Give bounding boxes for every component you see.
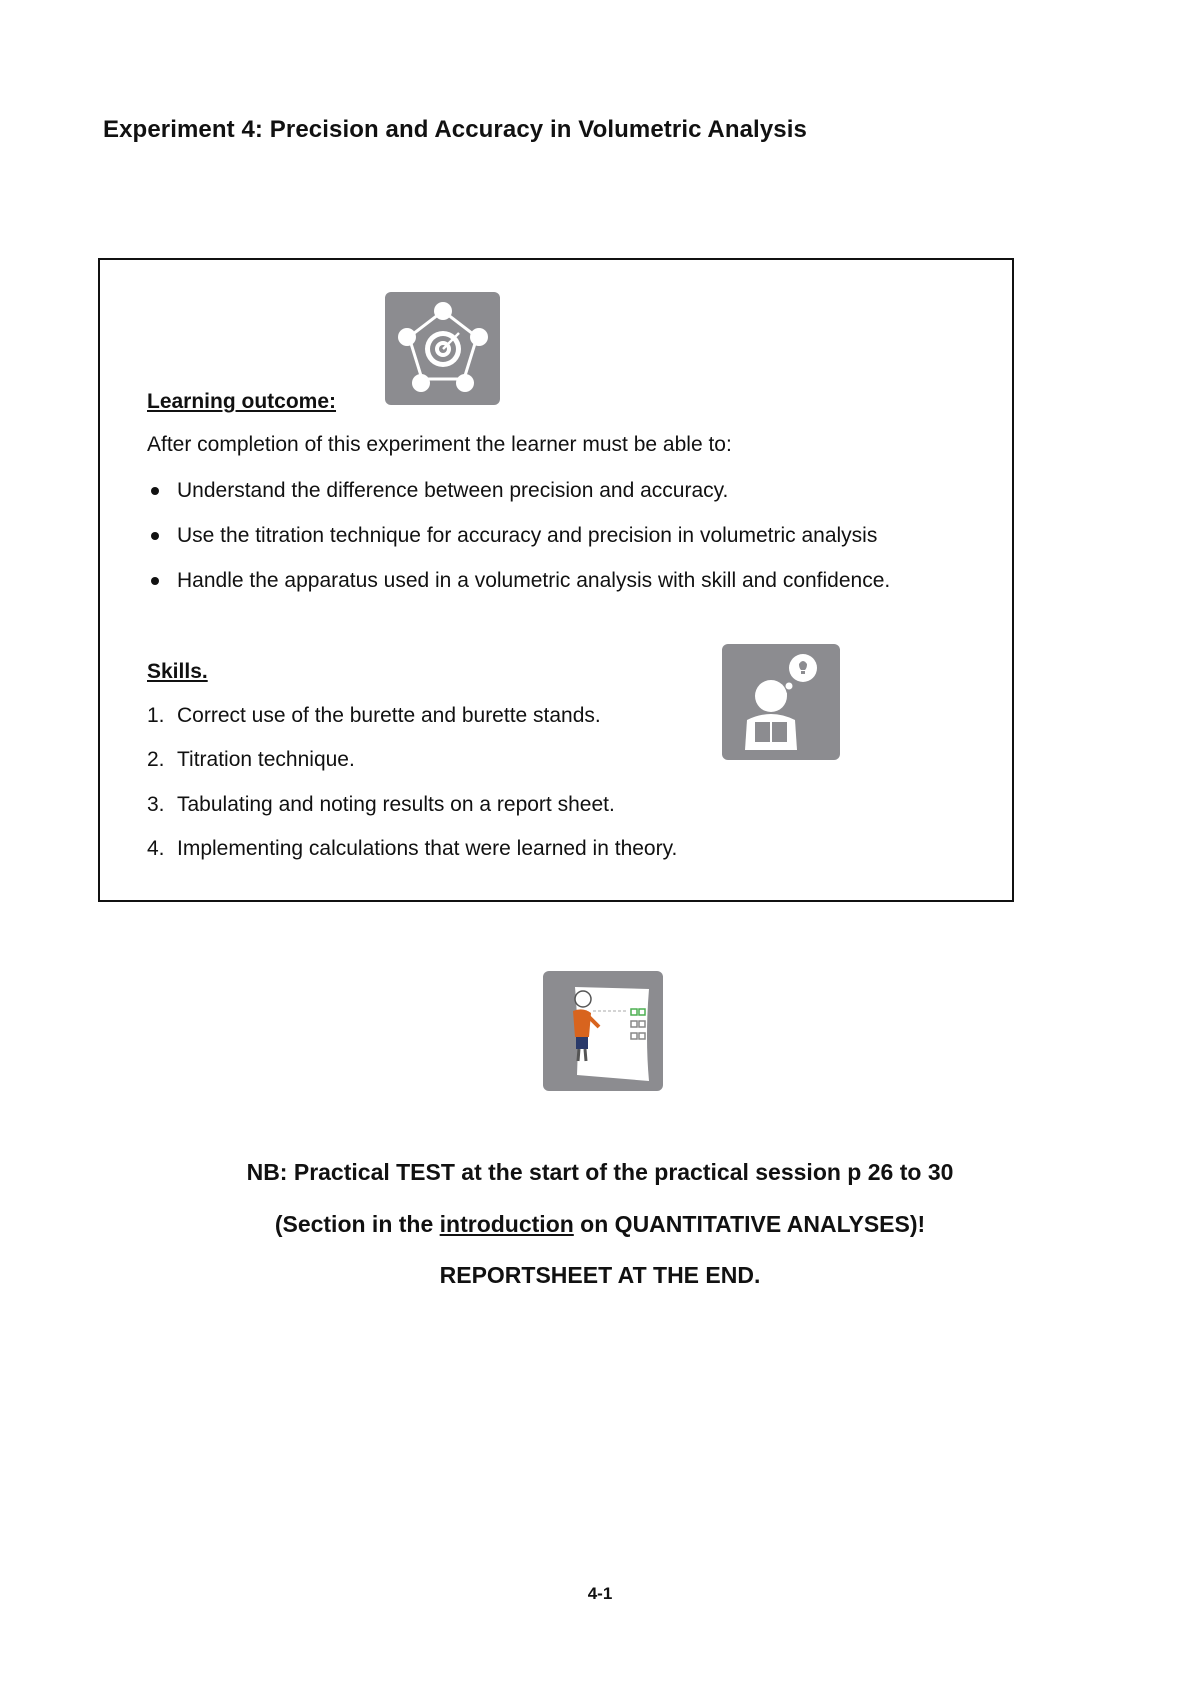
skill-text: Tabulating and noting results on a report sheet.	[177, 793, 615, 816]
skill-text: Correct use of the burette and burette stands.	[177, 704, 601, 727]
bullet-icon	[151, 532, 159, 540]
skill-text: Titration technique.	[177, 748, 355, 771]
reading-idea-icon	[722, 644, 840, 760]
page-title: Experiment 4: Precision and Accuracy in Volumetric Analysis	[103, 116, 807, 143]
section-note-post: on QUANTITATIVE ANALYSES)!	[573, 1211, 926, 1237]
checklist-person-icon	[543, 971, 663, 1091]
skill-number: 4.	[147, 837, 165, 860]
skill-number: 2.	[147, 748, 165, 771]
outcome-bullet	[147, 569, 890, 593]
skill-number: 3.	[147, 793, 165, 816]
outcome-bullet-text: Handle the apparatus used in a volumetric analysis with skill and confidence.	[177, 569, 891, 592]
outcome-bullet	[147, 479, 728, 503]
section-note	[0, 1211, 1200, 1238]
learning-outcome-heading: Learning outcome:	[147, 390, 337, 413]
learning-outcome-intro: After completion of this experiment the learner must be able to:	[147, 433, 732, 456]
reportsheet-note: REPORTSHEET AT THE END.	[439, 1262, 761, 1288]
outcome-bullet	[147, 524, 877, 548]
skill-item	[147, 793, 615, 817]
skill-number: 1.	[147, 704, 165, 727]
skill-item	[147, 748, 355, 772]
skill-text: Implementing calculations that were learned in theory.	[177, 837, 678, 860]
bullet-icon	[151, 577, 159, 585]
introduction-reference: introduction	[439, 1211, 574, 1237]
practical-test-note: NB: Practical TEST at the start of the practical session p 26 to 30	[246, 1159, 954, 1185]
team-target-icon	[385, 292, 500, 405]
skill-item	[147, 837, 677, 861]
page-number: 4-1	[587, 1584, 613, 1603]
bullet-icon	[151, 487, 159, 495]
skills-heading: Skills.	[147, 660, 208, 683]
section-note-pre: (Section in the	[274, 1211, 440, 1237]
skill-item	[147, 704, 601, 728]
outcome-bullet-text: Use the titration technique for accuracy and precision in volumetric analysis	[177, 524, 878, 547]
outcome-bullet-text: Understand the difference between precision and accuracy.	[177, 479, 729, 502]
